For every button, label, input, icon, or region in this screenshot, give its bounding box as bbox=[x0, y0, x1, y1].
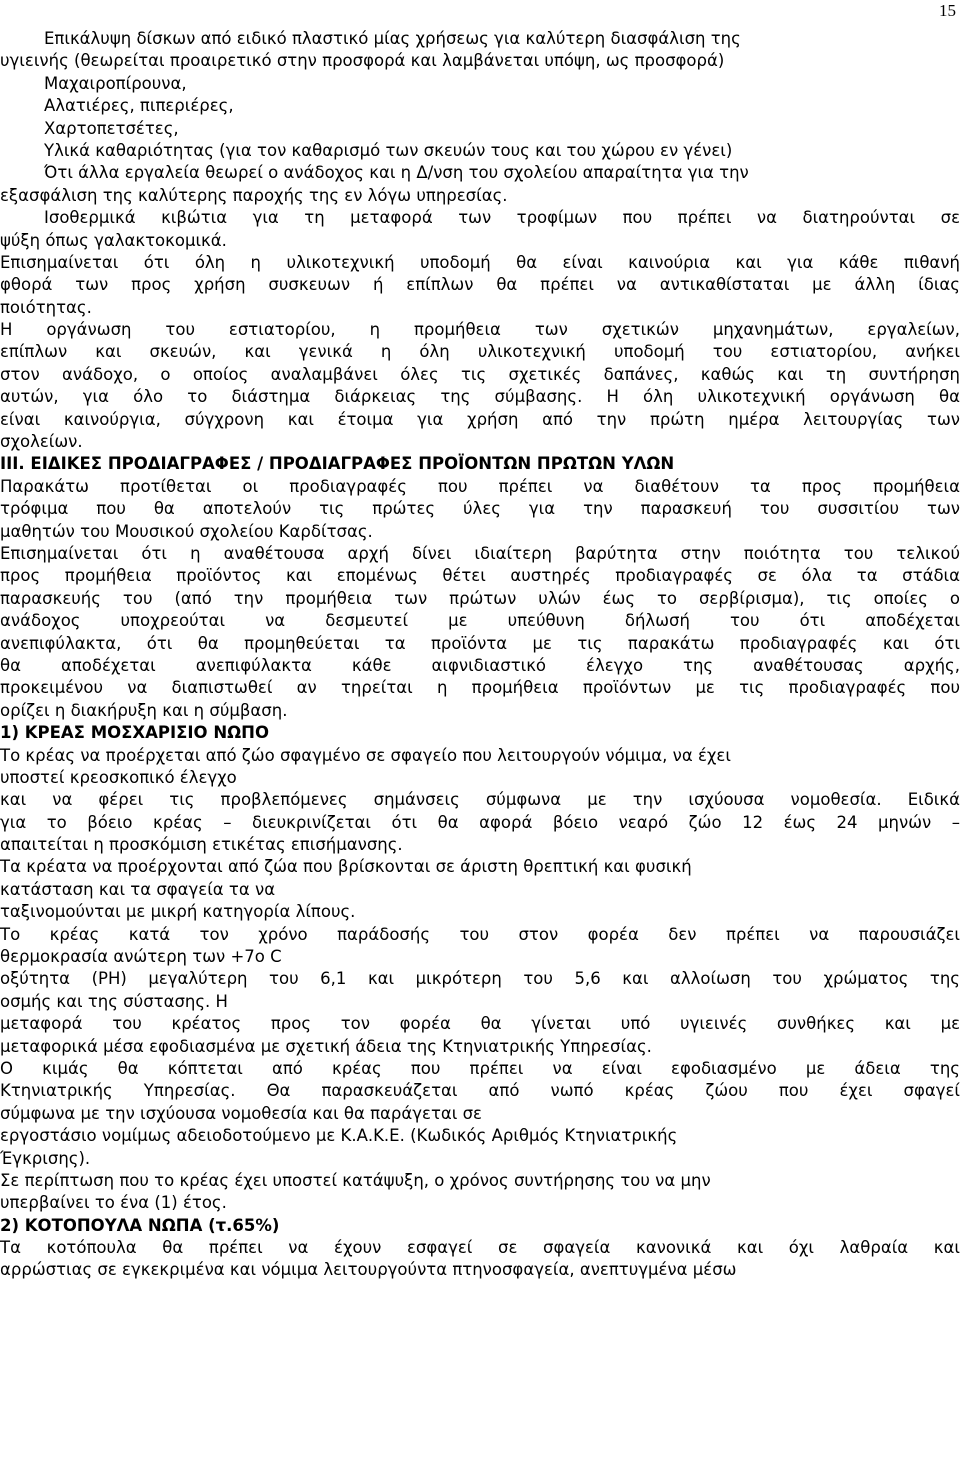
text-line: σχολείων. bbox=[0, 432, 83, 452]
text-line: για το βόειο κρέας – διευκρινίζεται ότι θα αφορά βόειο νεαρό ζώο 12 έως 24 μηνών – bbox=[0, 812, 960, 832]
text-line: προκειμένου να διαπιστωθεί αν τηρείται η προμήθεια προϊόντων με τις προδιαγραφές που bbox=[0, 678, 960, 698]
text-line: Ισοθερμικά κιβώτια για τη μεταφορά των τροφίμων που πρέπει να διατηρούνται σε bbox=[44, 208, 960, 228]
text-line: στον ανάδοχο, ο οποίος αναλαμβάνει όλες τις σχετικές δαπάνες, καθώς και τη συντήρηση bbox=[0, 364, 960, 384]
text-line: τρόφιμα που θα αποτελούν τις πρώτες ύλες για την παρασκευή του συσσιτίου των bbox=[0, 499, 960, 519]
text-line: θερμοκρασία ανώτερη των +7ο C bbox=[0, 947, 282, 967]
text-line: ψύξη όπως γαλακτοκομικά. bbox=[0, 230, 227, 250]
text-line: Ότι άλλα εργαλεία θεωρεί ο ανάδοχος και η Δ/νση του σχολείου απαραίτητα για την bbox=[44, 163, 749, 183]
text-line: προς προμήθεια προϊόντος και επομένως θέτει αυστηρές προδιαγραφές σε όλα τα στάδια bbox=[0, 566, 960, 586]
text-line: Επικάλυψη δίσκων από ειδικό πλαστικό μίας χρήσεως για καλύτερη διασφάλιση της bbox=[44, 29, 741, 48]
text-line: ταξινομούνται με μικρή κατηγορία λίπους. bbox=[0, 902, 356, 922]
text-line: Μαχαιροπίρουνα, bbox=[44, 73, 187, 93]
text-line: αυτών, για όλο το διάστημα διάρκειας της σύμβασης. Η όλη υλικοτεχνική οργάνωση θα bbox=[0, 387, 960, 407]
text-line: ορίζει η διακήρυξη και η σύμβαση. bbox=[0, 700, 288, 720]
text-line: και να φέρει τις προβλεπόμενες σημάνσεις σύμφωνα με την ισχύουσα νομοθεσία. Ειδικά bbox=[0, 790, 960, 810]
text-line: Χαρτοπετσέτες, bbox=[44, 118, 179, 138]
text-line: εξασφάλιση της καλύτερης παροχής της εν λόγω υπηρεσίας. bbox=[0, 185, 508, 205]
text-line: επίπλων και σκευών, και γενικά η όλη υλικοτεχνική υποδομή του εστιατορίου, ανήκει bbox=[0, 342, 960, 362]
page-number: 15 bbox=[939, 1, 956, 20]
text-line: Η οργάνωση του εστιατορίου, η προμήθεια των σχετικών μηχανημάτων, εργαλείων, bbox=[0, 320, 960, 340]
text-line: εργοστάσιο νομίμως αδειοδοτούμενο με Κ.Α.Κ.Ε. (Κωδικός Αριθμός Κτηνιατρικής bbox=[0, 1126, 678, 1146]
text-line: μαθητών του Μουσικού σχολείου Καρδίτσας. bbox=[0, 521, 373, 541]
text-line: Το κρέας να προέρχεται από ζώο σφαγμένο σε σφαγείο που λειτουργούν νόμιμα, να έχει bbox=[0, 745, 731, 765]
text-line: φθορά των προς χρήση συσκευων ή επίπλων θα πρέπει να αντικαθίσταται με άλλη ίδιας bbox=[0, 275, 960, 295]
text-line: Τα κοτόπουλα θα πρέπει να έχουν εσφαγεί σε σφαγεία κανονικά και όχι λαθραία και bbox=[0, 1238, 960, 1258]
text-line: μεταφορά του κρέατος προς τον φορέα θα γίνεται υπό υγιεινές συνθήκες και με bbox=[0, 1014, 960, 1034]
text-line: Τα κρέατα να προέρχονται από ζώα που βρίσκονται σε άριστη θρεπτική και φυσική bbox=[0, 857, 692, 877]
text-line: Παρακάτω προτίθεται οι προδιαγραφές που πρέπει να διαθέτουν τα προς προμήθεια bbox=[0, 476, 960, 496]
text-line: ανάδοχος υποχρεούται να δεσμευτεί με υπεύθυνη δήλωσή του ότι αποδέχεται bbox=[0, 611, 960, 631]
text-line: υποστεί κρεοσκοπικό έλεγχο bbox=[0, 767, 237, 787]
text-line: ποιότητας. bbox=[0, 297, 92, 317]
text-line: Επισημαίνεται ότι η αναθέτουσα αρχή δίνει ιδιαίτερη βαρύτητα στην ποιότητα του τελικού bbox=[0, 543, 960, 563]
text-line: Ο κιμάς θα κόπτεται από κρέας που πρέπει να είναι εφοδιασμένο με άδεια της bbox=[0, 1058, 960, 1078]
text-line: αρρώστιας σε εγκεκριμένα και νόμιμα λειτουργούντα πτηνοσφαγεία, ανεπτυγμένα μέσω bbox=[0, 1260, 737, 1280]
text-line: Υλικά καθαριότητας (για τον καθαρισμό των σκευών τους και του χώρου εν γένει) bbox=[44, 140, 733, 160]
text-line: κατάσταση και τα σφαγεία τα να bbox=[0, 879, 276, 899]
text-line: σύμφωνα με την ισχύουσα νομοθεσία και θα παράγεται σε bbox=[0, 1103, 482, 1123]
text-line: Κτηνιατρικής Υπηρεσίας. Θα παρασκευάζεται από νωπό κρέας ζώου που έχει σφαγεί bbox=[0, 1081, 960, 1101]
text-line: είναι καινούργια, σύγχρονη και έτοιμα για χρήση από την πρώτη ημέρα λειτουργίας των bbox=[0, 409, 960, 429]
text-line: μεταφορικά μέσα εφοδιασμένα με σχετική άδεια της Κτηνιατρικής Υπηρεσίας. bbox=[0, 1036, 652, 1056]
document-body bbox=[0, 28, 960, 1282]
text-line: θα αποδέχεται ανεπιφύλακτα κάθε αιφνιδιαστικό έλεγχο της αναθέτουσας αρχής, bbox=[0, 655, 960, 675]
text-line: οσμής και της σύστασης. Η bbox=[0, 991, 228, 1011]
text-line: Το κρέας κατά τον χρόνο παράδοσής του στον φορέα δεν πρέπει να παρουσιάζει bbox=[0, 924, 960, 944]
section-heading: ΙΙΙ. ΕΙΔΙΚΕΣ ΠΡΟΔΙΑΓΡΑΦΕΣ / ΠΡΟΔΙΑΓΡΑΦΕΣ ΠΡΟΪΟΝΤΩΝ ΠΡΩΤΩΝ ΥΛΩΝ bbox=[0, 454, 675, 474]
text-line: Σε περίπτωση που το κρέας έχει υποστεί κατάψυξη, ο χρόνος συντήρησης του να μην bbox=[0, 1170, 711, 1190]
text-line: οξύτητα (PH) μεγαλύτερη του 6,1 και μικρότερη του 5,6 και αλλοίωση του χρώματος της bbox=[0, 969, 960, 989]
section-heading: 2) ΚΟΤΟΠΟΥΛΑ ΝΩΠΑ (τ.65%) bbox=[0, 1215, 280, 1235]
text-line: Επισημαίνεται ότι όλη η υλικοτεχνική υποδομή θα είναι καινούρια και για κάθε πιθανή bbox=[0, 252, 960, 272]
text-line: υγιεινής (θεωρείται προαιρετικό στην προσφορά και λαμβάνεται υπόψη, ως προσφορά) bbox=[0, 51, 725, 71]
text-line: παρασκευής του (από την προμήθεια των πρώτων υλών έως το σερβίρισμα), τις οποίες ο bbox=[0, 588, 960, 608]
text-line: απαιτείται η προσκόμιση ετικέτας επισήμανσης. bbox=[0, 835, 403, 855]
text-line: Έγκρισης). bbox=[0, 1148, 91, 1168]
text-line: υπερβαίνει το ένα (1) έτος. bbox=[0, 1193, 227, 1213]
text-line: Αλατιέρες, πιπεριέρες, bbox=[44, 96, 234, 116]
section-heading: 1) ΚΡΕΑΣ ΜΟΣΧΑΡΙΣΙΟ ΝΩΠΟ bbox=[0, 723, 269, 743]
text-line: ανεπιφύλακτα, ότι θα προμηθεύεται τα προϊόντα με τις παρακάτω προδιαγραφές και ότι bbox=[0, 633, 960, 653]
